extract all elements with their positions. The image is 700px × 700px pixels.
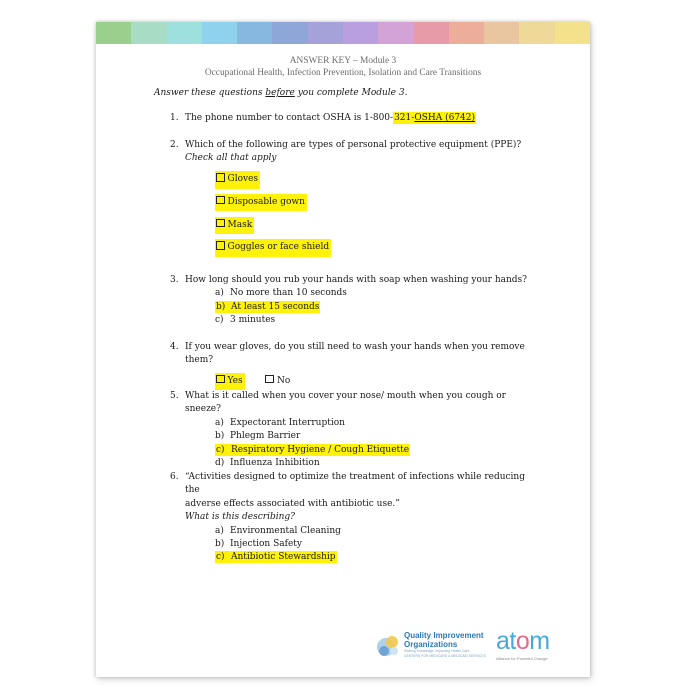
- option-label: At least 15 seconds: [231, 301, 320, 312]
- question-body: [185, 139, 530, 257]
- option-c-answer: [215, 551, 530, 564]
- header-title: ANSWER KEY – Module 3: [289, 56, 397, 66]
- atom-logo: [496, 627, 550, 655]
- document-header: [96, 55, 590, 79]
- option-letter: d): [215, 458, 225, 469]
- stripe-segment: [308, 22, 343, 44]
- checkbox-icon[interactable]: [216, 173, 225, 182]
- option-letter: b): [216, 301, 226, 312]
- answer-osha: OSHA: [414, 113, 443, 123]
- checkbox-option-mask[interactable]: [215, 217, 530, 234]
- question-3: [170, 274, 530, 328]
- stripe-segment: [272, 22, 307, 44]
- question-number: 5.: [170, 391, 179, 401]
- option-list: [215, 417, 530, 471]
- question-6: [170, 471, 530, 565]
- option-label: Environmental Cleaning: [230, 525, 341, 536]
- option-letter: b): [215, 539, 225, 550]
- question-2: [170, 139, 530, 262]
- atom-letter-m: m: [529, 627, 550, 655]
- instructions: [154, 88, 407, 98]
- instructions-text: Answer these questions: [154, 88, 266, 98]
- atom-tagline: Alliance for Powerful Change: [496, 656, 548, 661]
- atom-letter-o: o: [515, 627, 530, 655]
- option-letter: c): [215, 315, 224, 326]
- option-label: No more than 10 seconds: [230, 288, 347, 299]
- option-b: [215, 538, 530, 551]
- option-label: Yes: [227, 375, 243, 386]
- option-letter: a): [215, 288, 224, 299]
- option-letter: b): [215, 431, 225, 442]
- checkbox-icon[interactable]: [216, 375, 225, 384]
- question-5: [170, 390, 530, 470]
- yes-no-options: [215, 373, 530, 390]
- color-stripe: [96, 22, 590, 44]
- qio-wordmark: [404, 632, 486, 659]
- qio-line-1: Quality Improvement: [404, 631, 484, 640]
- qio-tagline: Sharing Knowledge. Improving Health Care.: [404, 649, 471, 653]
- question-4: [170, 341, 530, 390]
- option-b-answer: [215, 301, 530, 314]
- question-body: [185, 471, 530, 565]
- instructions-text-end: you complete Module 3.: [294, 88, 408, 98]
- option-label: 3 minutes: [230, 315, 276, 326]
- question-text: [185, 112, 530, 125]
- question-instruction: Check all that apply: [185, 153, 277, 164]
- option-a: [215, 287, 530, 300]
- question-number: 2.: [170, 140, 179, 150]
- checkbox-option-no[interactable]: [265, 375, 290, 388]
- question-text: What is it called when you cover your nose/ mouth when you cough or sneeze?: [185, 391, 506, 415]
- question-text-line-2: adverse effects associated with antibiotic use.”: [185, 498, 400, 509]
- option-label: Phlegm Barrier: [230, 431, 301, 442]
- question-text: How long should you rub your hands with soap when washing your hands?: [185, 275, 527, 285]
- option-label: Disposable gown: [227, 196, 305, 207]
- question-body: [185, 274, 530, 328]
- stripe-segment: [449, 22, 484, 44]
- checkbox-icon[interactable]: [265, 375, 274, 384]
- option-label: Injection Safety: [230, 539, 302, 550]
- question-number: 1.: [170, 113, 179, 123]
- option-c-answer: [215, 444, 530, 457]
- option-label: No: [276, 375, 291, 386]
- header-subtitle: Occupational Health, Infection Prevention, Isolation and Care Transitions: [204, 68, 482, 78]
- checkbox-option-goggles[interactable]: [215, 239, 530, 256]
- question-text-line-1: “Activities designed to optimize the treatment of infections while reducing the: [185, 472, 525, 496]
- qio-logo-icon: [374, 631, 404, 661]
- stripe-segment: [414, 22, 449, 44]
- option-label: Expectorant Interruption: [230, 417, 345, 428]
- stripe-segment: [96, 22, 131, 44]
- checkbox-list: [215, 171, 530, 257]
- option-label: Antibiotic Stewardship: [231, 552, 336, 563]
- option-letter: a): [215, 417, 224, 428]
- checkbox-icon[interactable]: [216, 219, 225, 228]
- option-label: Respiratory Hygiene / Cough Etiquette: [231, 444, 410, 455]
- stripe-segment: [378, 22, 413, 44]
- stripe-segment: [167, 22, 202, 44]
- answer-number: (6742): [442, 113, 476, 123]
- question-1: [170, 112, 530, 125]
- qio-cms-line: CENTERS FOR MEDICARE & MEDICAID SERVICES: [404, 654, 486, 658]
- option-list: [215, 287, 530, 327]
- option-b: [215, 430, 530, 443]
- option-label: Goggles or face shield: [227, 242, 330, 253]
- option-label: Gloves: [227, 174, 259, 185]
- question-text: If you wear gloves, do you still need to wash your hands when you remove them?: [185, 342, 525, 366]
- stripe-segment: [555, 22, 590, 44]
- stripe-segment: [519, 22, 554, 44]
- checkbox-icon[interactable]: [216, 241, 225, 250]
- option-a: [215, 417, 530, 430]
- question-prompt: The phone number to contact OSHA is 1-800-: [185, 113, 394, 123]
- question-text: Which of the following are types of personal protective equipment (PPE)?: [185, 140, 522, 150]
- qio-line-2: Organizations: [404, 639, 458, 649]
- stripe-segment: [484, 22, 519, 44]
- question-number: 6.: [170, 472, 179, 482]
- stripe-segment: [237, 22, 272, 44]
- question-instruction: What is this describing?: [185, 512, 295, 523]
- option-label: Mask: [227, 219, 253, 230]
- question-body: [185, 341, 530, 390]
- stripe-segment: [343, 22, 378, 44]
- option-d: [215, 457, 530, 470]
- answer-highlight: [393, 112, 476, 124]
- option-letter: a): [215, 525, 224, 536]
- answer-digits: 321-: [394, 113, 415, 123]
- checkbox-option-gloves[interactable]: [215, 171, 530, 188]
- checkbox-option-yes[interactable]: [215, 373, 245, 390]
- instructions-emphasis: before: [265, 88, 295, 98]
- option-label: Influenza Inhibition: [230, 458, 320, 469]
- footer-logos: [374, 625, 584, 669]
- option-list: [215, 525, 530, 565]
- answer-key-page: [96, 22, 590, 677]
- option-letter: c): [216, 444, 225, 455]
- question-number: 4.: [170, 342, 179, 352]
- question-number: 3.: [170, 275, 179, 285]
- checkbox-option-gown[interactable]: [215, 194, 530, 211]
- checkbox-icon[interactable]: [216, 196, 225, 205]
- stripe-segment: [131, 22, 166, 44]
- option-c: [215, 314, 530, 327]
- option-letter: c): [216, 552, 225, 563]
- question-body: [185, 390, 530, 470]
- option-a: [215, 525, 530, 538]
- atom-letters-at: at: [496, 627, 516, 655]
- stripe-segment: [202, 22, 237, 44]
